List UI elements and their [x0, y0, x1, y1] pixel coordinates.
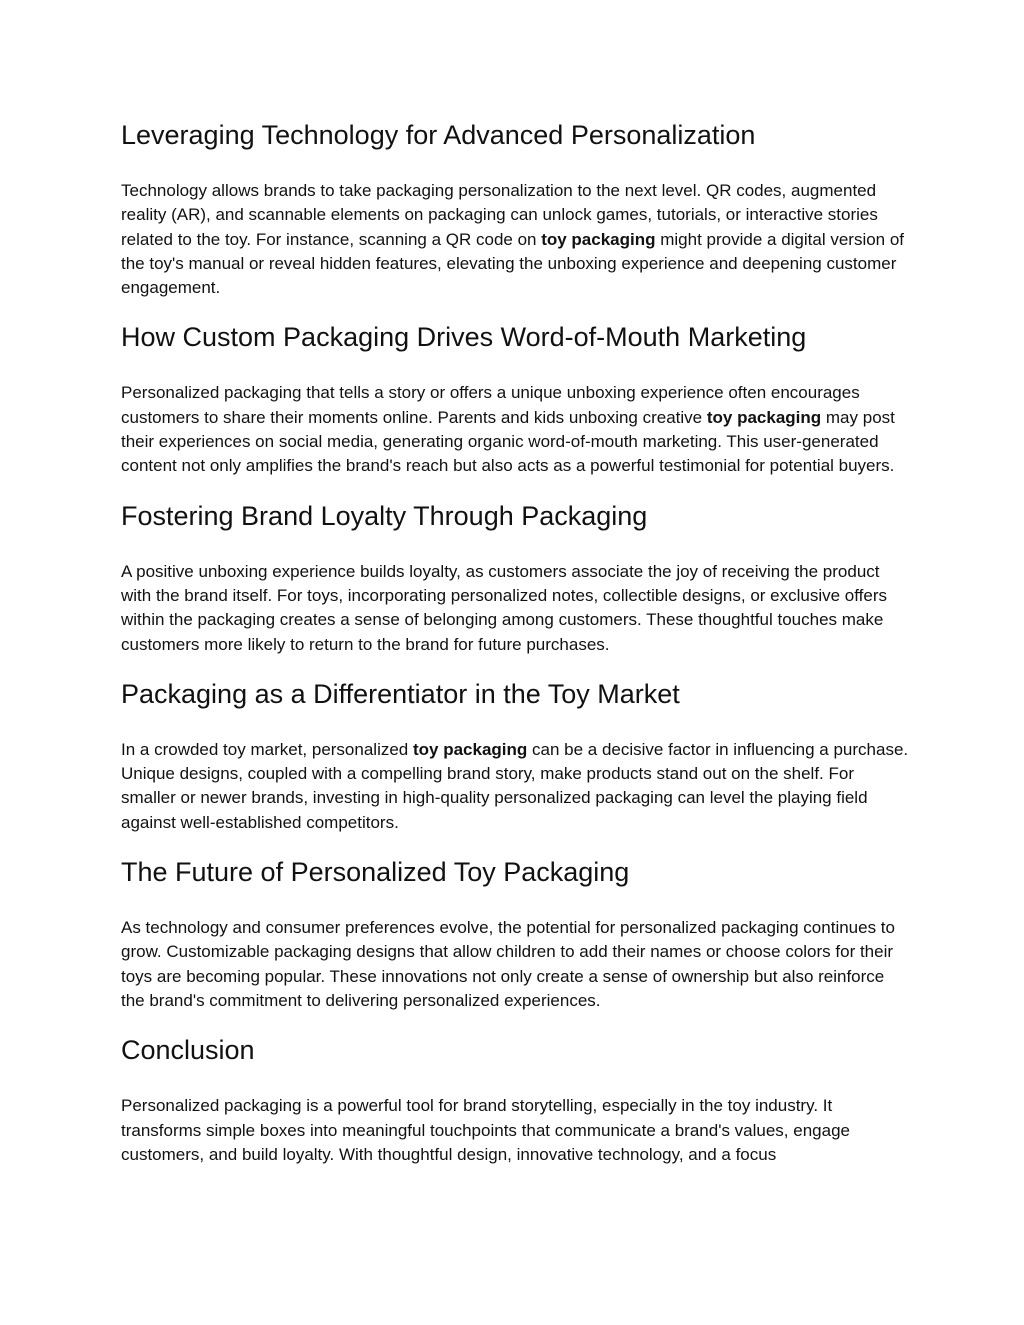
- paragraph-text: Technology allows brands to take packaging personalization to the next level. QR codes, augmented reality (AR), and scannable elements on packaging can unlock games, tutorials, or interactive stories related to the toy. For instance, scanning a QR code on: [121, 181, 878, 249]
- section-word-of-mouth: [121, 320, 911, 478]
- section-paragraph: Personalized packaging is a powerful tool for brand storytelling, especially in the toy industry. It transforms simple boxes into meaningful touchpoints that communicate a brand's values, engage customers, and build loyalty. With thoughtful design, innovative technology, and a focus: [121, 1096, 850, 1164]
- paragraph-text: Personalized packaging that tells a story or offers a unique unboxing experience often encourages customers to share their moments online. Parents and kids unboxing creative: [121, 383, 860, 427]
- paragraph-bold-text: toy packaging: [412, 739, 528, 759]
- paragraph-bold-text: toy packaging: [706, 407, 822, 427]
- section-paragraph: [121, 381, 911, 478]
- paragraph-text: might provide a digital version of the toy's manual or reveal hidden features, elevating the unboxing experience and deepening customer engagement.: [121, 229, 905, 298]
- section-technology: [121, 118, 911, 300]
- paragraph-text: may post their experiences on social media, generating organic word-of-mouth marketing. This user-generated content not only amplifies the brand's reach but also acts as a powerful testimonial for potential buyers.: [121, 407, 895, 476]
- section-paragraph: [121, 738, 911, 835]
- section-conclusion: [121, 1033, 911, 1167]
- section-heading: Packaging as a Differentiator in the Toy Market: [121, 678, 680, 709]
- section-future: [121, 855, 911, 1013]
- section-heading: The Future of Personalized Toy Packaging: [121, 857, 630, 888]
- paragraph-text: In a crowded toy market, personalized: [121, 739, 413, 759]
- section-paragraph: As technology and consumer preferences evolve, the potential for personalized packaging continues to grow. Customizable packaging designs that allow children to add their names or choose colors for their toys are becoming popular. These innovations not only create a sense of ownership but also reinforce the brand's commitment to delivering personalized experiences.: [121, 918, 895, 1010]
- document-page: [121, 106, 911, 1187]
- section-brand-loyalty: [121, 499, 911, 657]
- section-differentiator: [121, 677, 911, 835]
- section-heading: Fostering Brand Loyalty Through Packaging: [121, 500, 648, 531]
- section-heading: Leveraging Technology for Advanced Personalization: [121, 120, 756, 150]
- section-heading: How Custom Packaging Drives Word-of-Mouth Marketing: [121, 322, 807, 353]
- section-paragraph: [121, 179, 911, 300]
- paragraph-bold-text: toy packaging: [541, 229, 656, 249]
- section-paragraph: A positive unboxing experience builds loyalty, as customers associate the joy of receiving the product with the brand itself. For toys, incorporating personalized notes, collectible designs, or exclusive offers within the packaging creates a sense of belonging among customers. These thoughtful touches make customers more likely to return to the brand for future purchases.: [121, 561, 888, 654]
- paragraph-text: can be a decisive factor in influencing a purchase. Unique designs, coupled with a compelling brand story, make products stand out on the shelf. For smaller or newer brands, investing in high-quality personalized packaging can level the playing field against well-established competitors.: [121, 739, 909, 832]
- section-heading: Conclusion: [121, 1035, 255, 1066]
